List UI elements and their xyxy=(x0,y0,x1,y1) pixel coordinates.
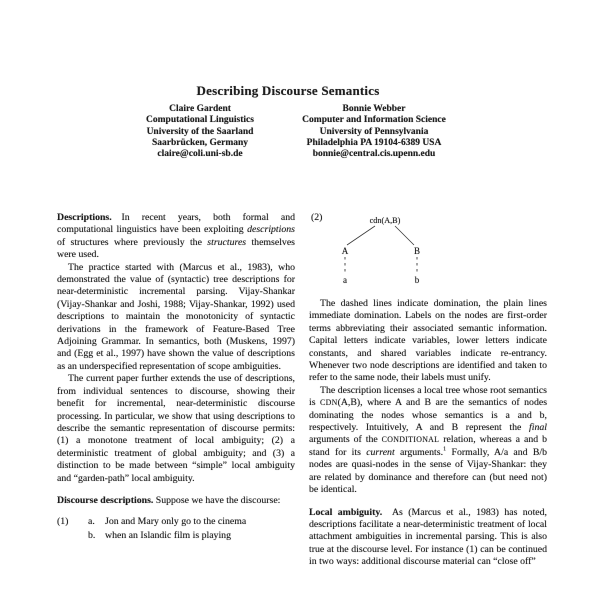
example-1-label: (1) xyxy=(57,516,69,528)
paper-title: Describing Discourse Semantics xyxy=(196,83,380,98)
paragraph-descriptions-intro: Descriptions. In recent years, both formal and computational linguistics have been exploiting descriptions of structures where previously the structures themselves were used. xyxy=(57,212,295,261)
tree-node-A: A xyxy=(341,246,349,256)
author-name: Bonnie Webber xyxy=(342,104,406,114)
author-blocks xyxy=(0,104,600,174)
author-location: Saarbrücken, Germany xyxy=(151,137,249,148)
edge-root-to-A xyxy=(347,226,375,245)
paragraph-practice-started: The practice started with (Marcus et al., 1983), who demonstrated the value of (syntactic) tree descriptions for near-deterministic incremental parsing. Vijay-Shankar (Vijay-Shankar and Joshi, 1988; Vijay-Shankar, 1992) used descriptions to maintain the monotonicity of syntactic derivations in the framework of Feature-Based Tree Adjoining Grammar. In semantics, both (Muskens, 1997) and (Egg et al., 1997) have shown the value of descriptions as an underspecified representation of scope ambiguities. xyxy=(57,261,295,372)
author-institution: University of the Saarland xyxy=(146,126,254,137)
author-institution: University of Pennsylvania xyxy=(319,126,429,137)
figure-2-tree xyxy=(309,212,547,292)
tree-node-b: b xyxy=(414,275,420,285)
right-column xyxy=(309,212,547,569)
tree-root-label: cdn(A,B) xyxy=(369,216,401,225)
author-block-webber xyxy=(270,104,478,160)
example-1 xyxy=(57,515,295,541)
paragraph-description-licenses: The description licenses a local tree whose root semantics is CDN(A,B), where A and B are the semantics of nodes dominating the nodes whose semantics is a and b, respectively. Intuitively, A and B represent the final arguments of the CONDITIONAL relation, whereas a and b stand for its current arguments.$^1$ Formally, A/a and B/b nodes are quasi-nodes in the sense of Vijay-Shankar: they are related by dominance and therefore can (but need not) be identical. xyxy=(309,384,548,496)
author-affiliation: Computer and Information Science xyxy=(302,115,446,126)
section-local-ambiguity: Local ambiguity. As (Marcus et al., 1983) has noted, descriptions facilitate a near-deterministic treatment of local attachment ambiguities in incremental parsing. This is also true at the discourse level. For instance (1) can be continued in two ways: additional discourse material can “close off” xyxy=(309,506,547,568)
author-email: claire@coli.uni-sb.de xyxy=(157,149,243,160)
tree-node-B: B xyxy=(413,246,421,256)
section-discourse-descriptions: Discourse descriptions. Suppose we have the discourse: xyxy=(57,494,281,506)
figure-2-label: (2) xyxy=(311,212,323,223)
example-item-text: when an Islandic film is playing xyxy=(105,529,231,541)
example-item-marker: a. xyxy=(88,516,95,528)
author-location: Philadelphia PA 19104-6389 USA xyxy=(306,137,442,148)
example-1-item-a xyxy=(88,515,295,528)
author-name: Claire Gardent xyxy=(169,104,231,114)
example-item-marker: b. xyxy=(88,529,96,541)
edge-root-to-B xyxy=(395,226,414,245)
example-item-text: Jon and Mary only go to the cinema xyxy=(105,516,247,528)
author-email: bonnie@central.cis.upenn.edu xyxy=(312,149,436,160)
left-column xyxy=(57,212,295,542)
example-1-item-b xyxy=(88,529,295,542)
author-affiliation: Computational Linguistics xyxy=(146,115,254,126)
paragraph-dashed-lines: The dashed lines indicate domination, the plain lines immediate domination. Labels on the nodes are first-order terms abbreviating their associated semantic information. Capital letters indicate variables, lower letters indicate constants, and shared variables indicate re-entrancy. Whenever two node descriptions are identified and taken to refer to the same node, their labels must unify. xyxy=(309,298,547,384)
tree-diagram xyxy=(309,212,547,292)
tree-node-a: a xyxy=(343,275,347,285)
paragraph-current-paper: The current paper further extends the use of descriptions, from individual sentences to discourse, showing their benefit for incremental, near-deterministic discourse processing. In particular, we show that using descriptions to describe the semantic representation of discourse permits: (1) a monotone treatment of local ambiguity; (2) a deterministic treatment of global ambiguity; and (3) a distinction to be made between “simple” local ambiguity and “garden-path” local ambiguity. xyxy=(57,373,295,484)
